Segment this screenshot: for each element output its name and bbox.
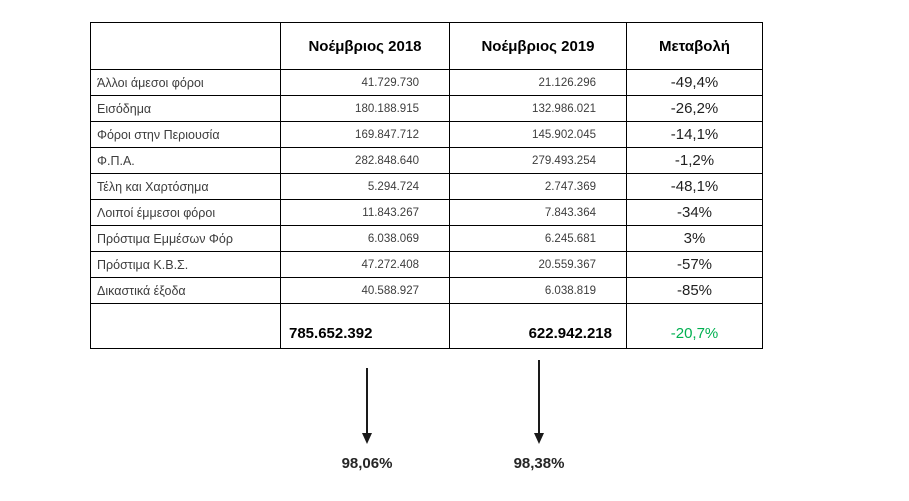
value-nov-2019: 21.126.296 (450, 70, 627, 96)
table-row (91, 148, 763, 174)
arrow-head-icon (362, 433, 372, 444)
column-header-nov-2018: Νοέμβριος 2018 (281, 23, 450, 70)
arrow-head-icon (534, 433, 544, 444)
row-label: Άλλοι άμεσοι φόροι (91, 70, 281, 96)
value-nov-2019: 6.038.819 (450, 278, 627, 304)
value-change: 3% (627, 226, 763, 252)
value-change: -85% (627, 278, 763, 304)
value-nov-2018: 282.848.640 (281, 148, 450, 174)
table-row (91, 200, 763, 226)
value-change: -34% (627, 200, 763, 226)
table-row (91, 174, 763, 200)
value-nov-2019: 20.559.367 (450, 252, 627, 278)
share-label-2018: 98,06% (341, 455, 393, 472)
tax-comparison-table (90, 22, 763, 349)
row-label: Πρόστιμα Εμμέσων Φόρ (91, 226, 281, 252)
value-nov-2019: 2.747.369 (450, 174, 627, 200)
value-nov-2018: 41.729.730 (281, 70, 450, 96)
total-row (91, 304, 763, 349)
arrow-line (366, 368, 368, 433)
value-change: -1,2% (627, 148, 763, 174)
share-label-2019: 98,38% (513, 455, 565, 472)
row-label: Φόροι στην Περιουσία (91, 122, 281, 148)
value-nov-2019: 132.986.021 (450, 96, 627, 122)
total-label-cell (91, 304, 281, 349)
header-row (91, 23, 763, 70)
corner-cell (91, 23, 281, 70)
value-change: -48,1% (627, 174, 763, 200)
value-nov-2018: 11.843.267 (281, 200, 450, 226)
value-change: -26,2% (627, 96, 763, 122)
down-arrow-2018 (361, 368, 373, 444)
total-change: -20,7% (627, 304, 763, 349)
value-nov-2018: 180.188.915 (281, 96, 450, 122)
table-row (91, 122, 763, 148)
total-nov-2019: 622.942.218 (450, 304, 627, 349)
value-nov-2018: 5.294.724 (281, 174, 450, 200)
value-change: -14,1% (627, 122, 763, 148)
value-nov-2018: 169.847.712 (281, 122, 450, 148)
value-nov-2019: 7.843.364 (450, 200, 627, 226)
value-nov-2018: 47.272.408 (281, 252, 450, 278)
column-header-nov-2019: Νοέμβριος 2019 (450, 23, 627, 70)
table-row (91, 226, 763, 252)
row-label: Φ.Π.Α. (91, 148, 281, 174)
column-header-change: Μεταβολή (627, 23, 763, 70)
arrow-line (538, 360, 540, 433)
row-label: Τέλη και Χαρτόσημα (91, 174, 281, 200)
row-label: Λοιποί έμμεσοι φόροι (91, 200, 281, 226)
row-label: Δικαστικά έξοδα (91, 278, 281, 304)
total-nov-2018: 785.652.392 (281, 304, 450, 349)
value-nov-2019: 279.493.254 (450, 148, 627, 174)
table-row (91, 278, 763, 304)
table-row (91, 70, 763, 96)
row-label: Πρόστιμα Κ.Β.Σ. (91, 252, 281, 278)
value-nov-2018: 6.038.069 (281, 226, 450, 252)
value-nov-2018: 40.588.927 (281, 278, 450, 304)
value-change: -57% (627, 252, 763, 278)
value-change: -49,4% (627, 70, 763, 96)
value-nov-2019: 6.245.681 (450, 226, 627, 252)
table-row (91, 96, 763, 122)
value-nov-2019: 145.902.045 (450, 122, 627, 148)
down-arrow-2019 (533, 360, 545, 444)
table-row (91, 252, 763, 278)
row-label: Εισόδημα (91, 96, 281, 122)
